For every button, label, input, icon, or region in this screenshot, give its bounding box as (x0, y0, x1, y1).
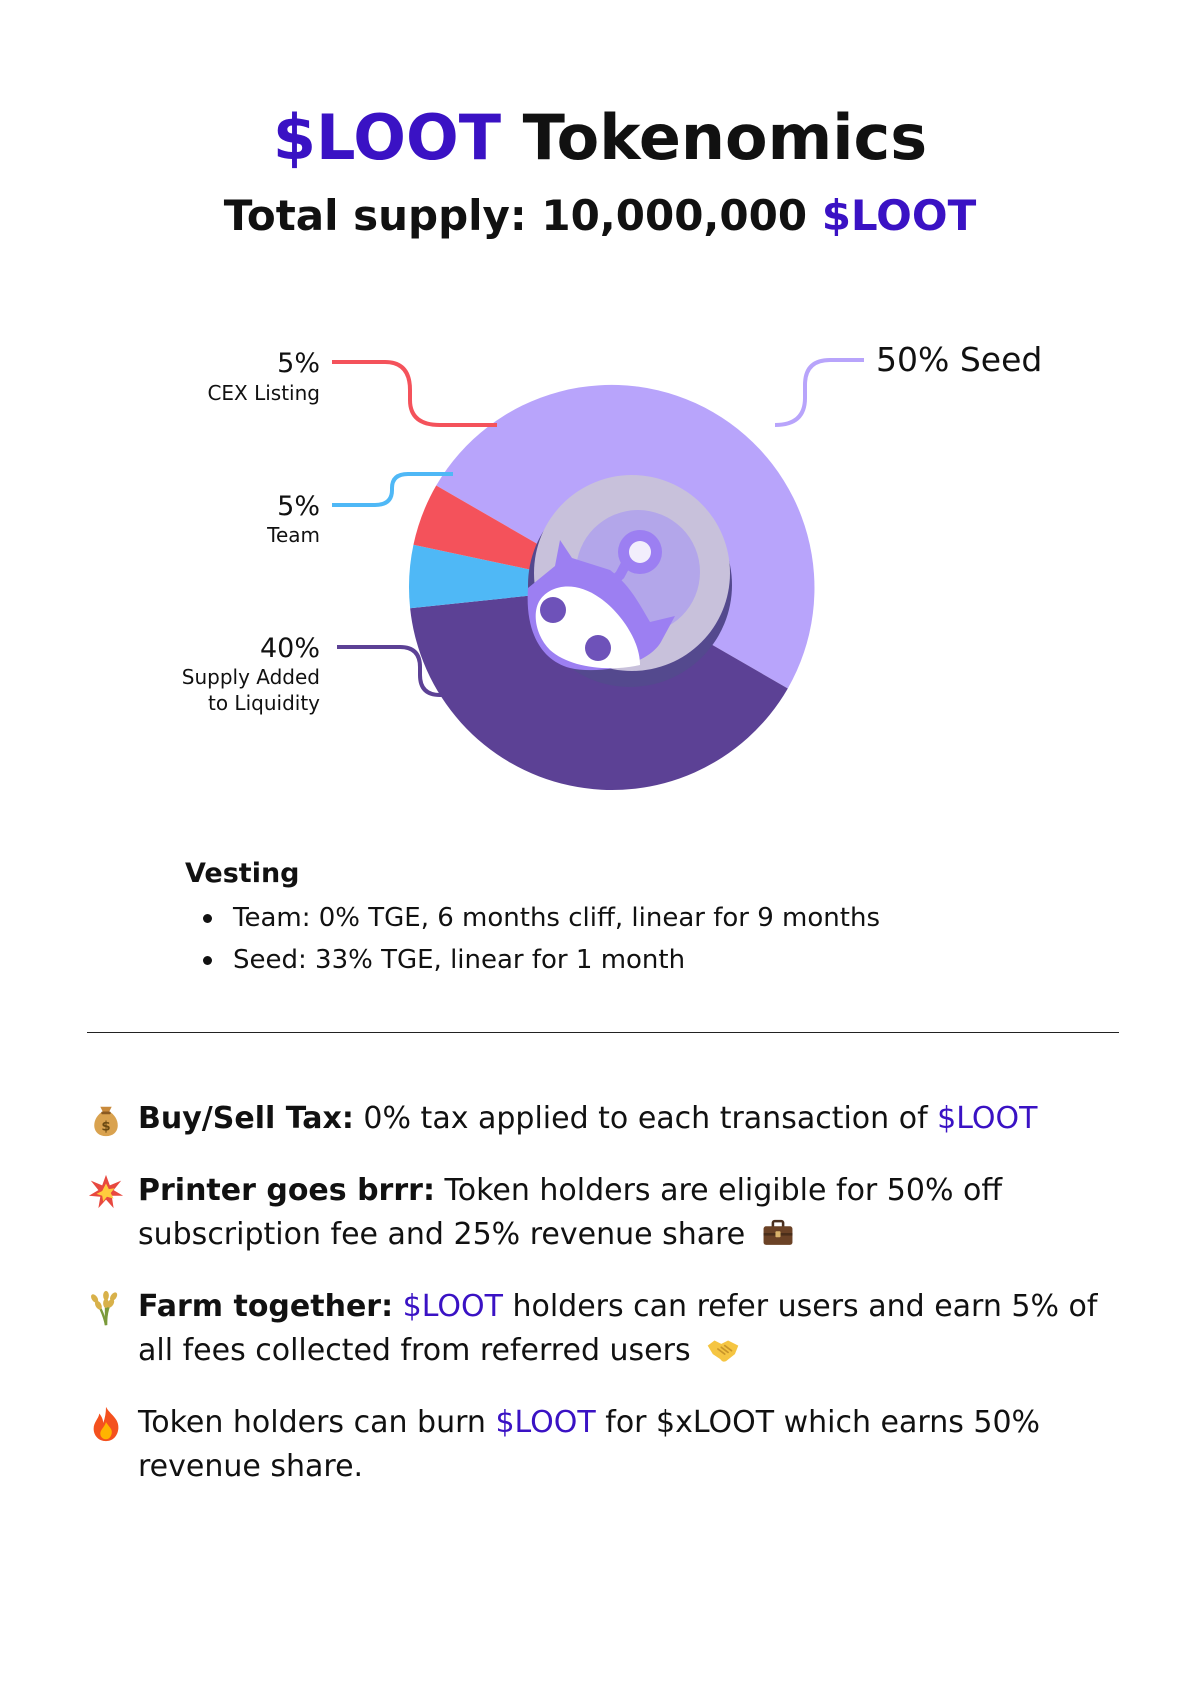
bullet-icon (203, 914, 212, 923)
list-item (185, 897, 880, 939)
seed-pct-label: 50% (876, 340, 950, 379)
team-name-label: Team (267, 523, 320, 547)
feature-text: Token holders are eligible for 50% off subscription fee and 25% revenue share (138, 1173, 1003, 1252)
tokenomics-pie-chart (0, 300, 1200, 800)
feature-farm-together (87, 1285, 1127, 1373)
loot-token-text: $LOOT (495, 1405, 596, 1440)
liquidity-name-line-1: Supply Added (181, 665, 320, 689)
supply-label: Total supply: (223, 191, 527, 240)
liquidity-name-line-2: to Liquidity (208, 691, 320, 715)
bullet-icon (203, 956, 212, 965)
fire-icon (87, 1405, 125, 1443)
handshake-icon (706, 1332, 740, 1366)
vesting-seed: Seed: 33% TGE, linear for 1 month (233, 945, 686, 975)
supply-value: 10,000,000 (541, 191, 808, 240)
money-bag-icon (87, 1101, 125, 1139)
title-token: $LOOT (272, 101, 502, 174)
vesting-team: Team: 0% TGE, 6 months cliff, linear for 9 months (233, 903, 880, 933)
feature-text: Token holders can burn (138, 1405, 496, 1440)
feature-text (393, 1289, 403, 1324)
feature-printer (87, 1169, 1127, 1257)
feature-text: for $xLOOT which earns 50% revenue share. (138, 1405, 1041, 1484)
loot-token-text: $LOOT (937, 1101, 1038, 1136)
collision-icon (87, 1173, 125, 1211)
vesting-heading: Vesting (185, 858, 300, 889)
feature-burn (87, 1401, 1127, 1489)
vesting-section (185, 857, 880, 981)
features-list (87, 1097, 1127, 1517)
cex-connector-line (332, 362, 497, 425)
total-supply (0, 190, 1200, 242)
seed-label (876, 340, 1042, 379)
feature-title: Farm together: (138, 1289, 394, 1324)
feature-buy-sell-tax (87, 1097, 1127, 1141)
vesting-list (185, 897, 880, 981)
feature-text: 0% tax applied to each transaction of (353, 1101, 938, 1136)
page-title (0, 102, 1200, 174)
supply-token: $LOOT (821, 191, 977, 240)
liquidity-pct-label: 40% (259, 633, 320, 664)
feature-text: holders can refer users and earn 5% of all fees collected from referred users (138, 1289, 1098, 1368)
cex-name-label: CEX Listing (207, 381, 320, 405)
svg-text:$: $ (101, 1119, 111, 1135)
section-divider (87, 1032, 1119, 1033)
seed-connector-line (775, 360, 864, 425)
title-rest: Tokenomics (522, 101, 928, 174)
team-pct-label: 5% (277, 491, 320, 522)
feature-title: Buy/Sell Tax: (138, 1101, 354, 1136)
loot-token-text: $LOOT (402, 1289, 503, 1324)
rice-sheaf-icon (87, 1289, 125, 1327)
cex-pct-label: 5% (277, 348, 320, 379)
seed-name-label: Seed (959, 340, 1043, 379)
list-item (185, 939, 880, 981)
briefcase-icon (761, 1216, 795, 1250)
feature-title: Printer goes brrr: (138, 1173, 435, 1208)
